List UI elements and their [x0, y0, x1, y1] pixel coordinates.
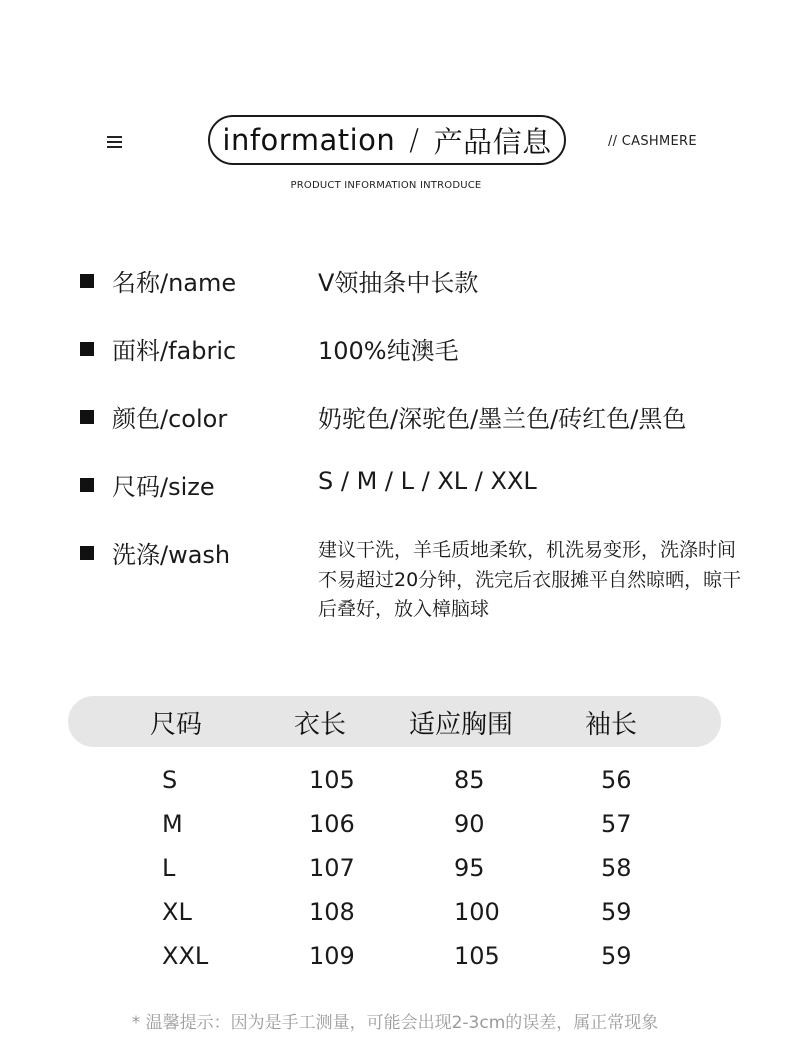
bullet-square [80, 274, 94, 288]
table-cell: XL [162, 898, 192, 926]
table-cell: L [162, 854, 176, 882]
page-subtitle: PRODUCT INFORMATION INTRODUCE [290, 180, 482, 191]
table-cell: S [162, 766, 178, 794]
info-value: 100%纯澳毛 [318, 337, 459, 365]
bullet-square [80, 546, 94, 560]
bullet-square [80, 478, 94, 492]
table-cell: M [162, 810, 183, 838]
table-cell: 59 [601, 898, 632, 926]
info-label: 颜色/color [112, 405, 228, 433]
info-value: V领抽条中长款 [318, 269, 479, 297]
column-header: 衣长 [294, 710, 347, 740]
bullet-square [80, 342, 94, 356]
table-cell: 58 [601, 854, 632, 882]
title-english: information [222, 123, 396, 157]
table-cell: 85 [454, 766, 485, 794]
table-cell: 107 [309, 854, 355, 882]
table-cell: XXL [162, 942, 209, 970]
info-label: 洗涤/wash [112, 541, 231, 569]
measurement-note: * 温馨提示：因为是手工测量，可能会出现2-3cm的误差，属正常现象 [131, 1013, 659, 1033]
title-chinese: 产品信息 [433, 124, 552, 159]
column-header: 适应胸围 [409, 710, 514, 740]
column-header: 袖长 [585, 710, 638, 740]
table-cell: 95 [454, 854, 485, 882]
column-header: 尺码 [150, 710, 203, 740]
info-value: 奶驼色/深驼色/墨兰色/砖红色/黑色 [318, 405, 687, 433]
table-cell: 105 [454, 942, 500, 970]
bullet-square [80, 410, 94, 424]
table-cell: 57 [601, 810, 632, 838]
size-table-header [68, 696, 721, 747]
table-cell: 106 [309, 810, 355, 838]
menu-icon [107, 136, 122, 148]
title-separator: / [409, 123, 420, 157]
info-label: 名称/name [112, 269, 237, 297]
info-value: S / M / L / XL / XXL [318, 467, 537, 495]
info-label: 面料/fabric [112, 337, 237, 365]
table-cell: 56 [601, 766, 632, 794]
info-value: 建议干洗，羊毛质地柔软，机洗易变形，洗涤时间不易超过20分钟，洗完后衣服摊平自然晾晒，晾干后叠好，放入樟脑球 [318, 539, 742, 620]
table-cell: 105 [309, 766, 355, 794]
info-label: 尺码/size [112, 473, 215, 501]
table-cell: 109 [309, 942, 355, 970]
table-cell: 100 [454, 898, 500, 926]
page-title [208, 115, 566, 165]
table-cell: 108 [309, 898, 355, 926]
table-cell: 59 [601, 942, 632, 970]
brand-tagline: // CASHMERE [608, 134, 697, 149]
table-cell: 90 [454, 810, 485, 838]
